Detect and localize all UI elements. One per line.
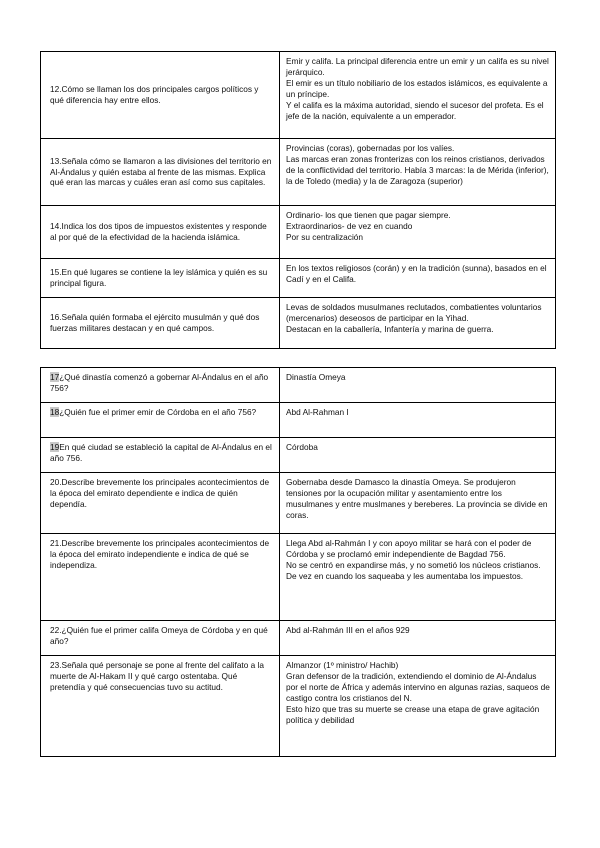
question-cell xyxy=(41,259,280,298)
answer-line: Levas de soldados musulmanes reclutados, combatientes voluntarios (mercenarios) deseosos de participar en la Yihad. xyxy=(286,302,542,323)
question-text: 23.Señala qué personaje se pone al frente del califato a la muerte de Al-Hakam II y qué cargo ostentaba. Qué pretendía y qué consecuencias tuvo su actitud. xyxy=(50,660,265,692)
question-cell xyxy=(41,139,280,206)
answer-cell xyxy=(280,139,556,206)
table-row xyxy=(41,438,556,473)
question-text: 14.Indica los dos tipos de impuestos existentes y responde al por qué de la efectividad de la hacienda islámica. xyxy=(50,221,267,242)
answer-cell xyxy=(280,259,556,298)
answer-cell xyxy=(280,534,556,621)
question-text: 20.Describe brevemente los principales acontecimientos de la época del emirato dependiente e indica de quién dependía. xyxy=(50,477,270,509)
answer-line: Dinastía Omeya xyxy=(286,372,346,382)
answer-line: El emir es un título nobiliario de los estados islámicos, es equivalente a un príncipe. xyxy=(286,77,548,99)
answer-cell xyxy=(280,206,556,259)
answer-line: Por su centralización xyxy=(286,231,364,242)
question-cell xyxy=(41,534,280,621)
questions-table-2 xyxy=(40,367,556,757)
answer-line: Llega Abd al-Rahmán I y con apoyo militar se hará con el poder de Córdoba y se proclamó emir independiente de Bagdad 756. xyxy=(286,538,532,559)
answer-line: Destacan en la caballería, Infantería y marina de guerra. xyxy=(286,323,494,334)
question-text: ¿Quién fue el primer emir de Córdoba en el año 756? xyxy=(59,407,257,417)
table-row xyxy=(41,206,556,259)
question-cell xyxy=(41,206,280,259)
question-text: 15.En qué lugares se contiene la ley islámica y quién es su principal figura. xyxy=(50,267,268,288)
table-row xyxy=(41,298,556,349)
answer-line: Gobernaba desde Damasco la dinastía Omeya. Se produjeron tensiones por la ocupación militar y asentamiento entre los musulmanes y entre muslmanes y bereberes. La provincia se divide en coras. xyxy=(286,477,548,520)
answer-line: Emir y califa. La principal diferencia entre un emir y un califa es su nivel jerárquico. xyxy=(286,56,549,77)
answer-line: Extraordinarios- de vez en cuando xyxy=(286,220,413,231)
questions-table-1 xyxy=(40,51,556,349)
question-cell xyxy=(41,438,280,473)
table-row xyxy=(41,139,556,206)
answer-line: Esto hizo que tras su muerte se crease una etapa de grave agitación política y debilidad xyxy=(286,703,540,725)
question-number-highlight: 17 xyxy=(50,372,60,382)
answer-cell xyxy=(280,621,556,656)
table-row xyxy=(41,473,556,534)
answer-line: Gran defensor de la tradición, extendiendo el dominio de Al-Ándalus por el norte de África y además intervino en algunas razias, saqueos de castigo contra los cristianos del N. xyxy=(286,670,550,703)
table-row xyxy=(41,534,556,621)
table-row xyxy=(41,368,556,403)
question-text: 13.Señala cómo se llamaron a las divisiones del territorio en Al-Ándalus y quién estaba al frente de las mismas. Explica qué eran las marcas y cuáles eran así como sus capitales. xyxy=(50,155,272,188)
question-cell xyxy=(41,52,280,139)
table-row xyxy=(41,403,556,438)
question-text: 22.¿Quién fue el primer califa Omeya de Córdoba y en qué año? xyxy=(50,625,268,646)
table-row xyxy=(41,656,556,757)
answer-line: No se centró en expandirse más, y no sometió los núcleos cristianos. De vez en cuando los saqueaba y les aumentaba los impuestos. xyxy=(286,559,541,581)
question-cell xyxy=(41,473,280,534)
answer-line: Las marcas eran zonas fronterizas con los reinos cristianos, derivados de la conflictividad del territorio. Había 3 marcas: la de Mérida (inferior), la de Toledo (media) y la de Zaragoza (superior) xyxy=(286,153,549,186)
question-text: 21.Describe brevemente los principales acontecimientos de la época del emirato independiente e indica de qué se independiza. xyxy=(50,538,270,570)
answer-cell xyxy=(280,52,556,139)
answer-line: Almanzor (1º ministro/ Hachib) xyxy=(286,660,399,670)
question-cell xyxy=(41,298,280,349)
table-row xyxy=(41,621,556,656)
question-number-highlight: 19 xyxy=(50,442,60,452)
answer-line: Abd Al-Rahman I xyxy=(286,407,349,417)
answer-cell xyxy=(280,403,556,438)
answer-cell xyxy=(280,298,556,349)
table-row xyxy=(41,52,556,139)
answer-line: Abd al-Rahmán III en el años 929 xyxy=(286,625,410,635)
table-row xyxy=(41,259,556,298)
answer-cell xyxy=(280,438,556,473)
answer-line: En los textos religiosos (corán) y en la tradición (sunna), basados en el Cadí y en el Califa. xyxy=(286,263,547,284)
answer-line: Provincias (coras), gobernadas por los valíes. xyxy=(286,143,455,153)
answer-cell xyxy=(280,656,556,757)
question-cell xyxy=(41,368,280,403)
question-cell xyxy=(41,656,280,757)
question-cell xyxy=(41,403,280,438)
answer-line: Y el califa es la máxima autoridad, siendo el sucesor del profeta. Es el jefe de la nación, equivalente a un emperador. xyxy=(286,99,544,121)
question-number-highlight: 18 xyxy=(50,407,60,417)
answer-cell xyxy=(280,368,556,403)
answer-line: Córdoba xyxy=(286,442,318,452)
question-text: ¿Qué dinastía comenzó a gobernar Al-Ándalus en el año 756? xyxy=(50,372,269,393)
question-text: 12.Cómo se llaman los dos principales cargos políticos y qué diferencia hay entre ellos. xyxy=(50,84,259,105)
answer-line: Ordinario- los que tienen que pagar siempre. xyxy=(286,210,451,220)
question-cell xyxy=(41,621,280,656)
answer-cell xyxy=(280,473,556,534)
question-text: En qué ciudad se estableció la capital de Al-Ándalus en el año 756. xyxy=(50,442,272,463)
question-text: 16.Señala quién formaba el ejército musulmán y qué dos fuerzas militares destacan y en qué campos. xyxy=(50,312,260,333)
